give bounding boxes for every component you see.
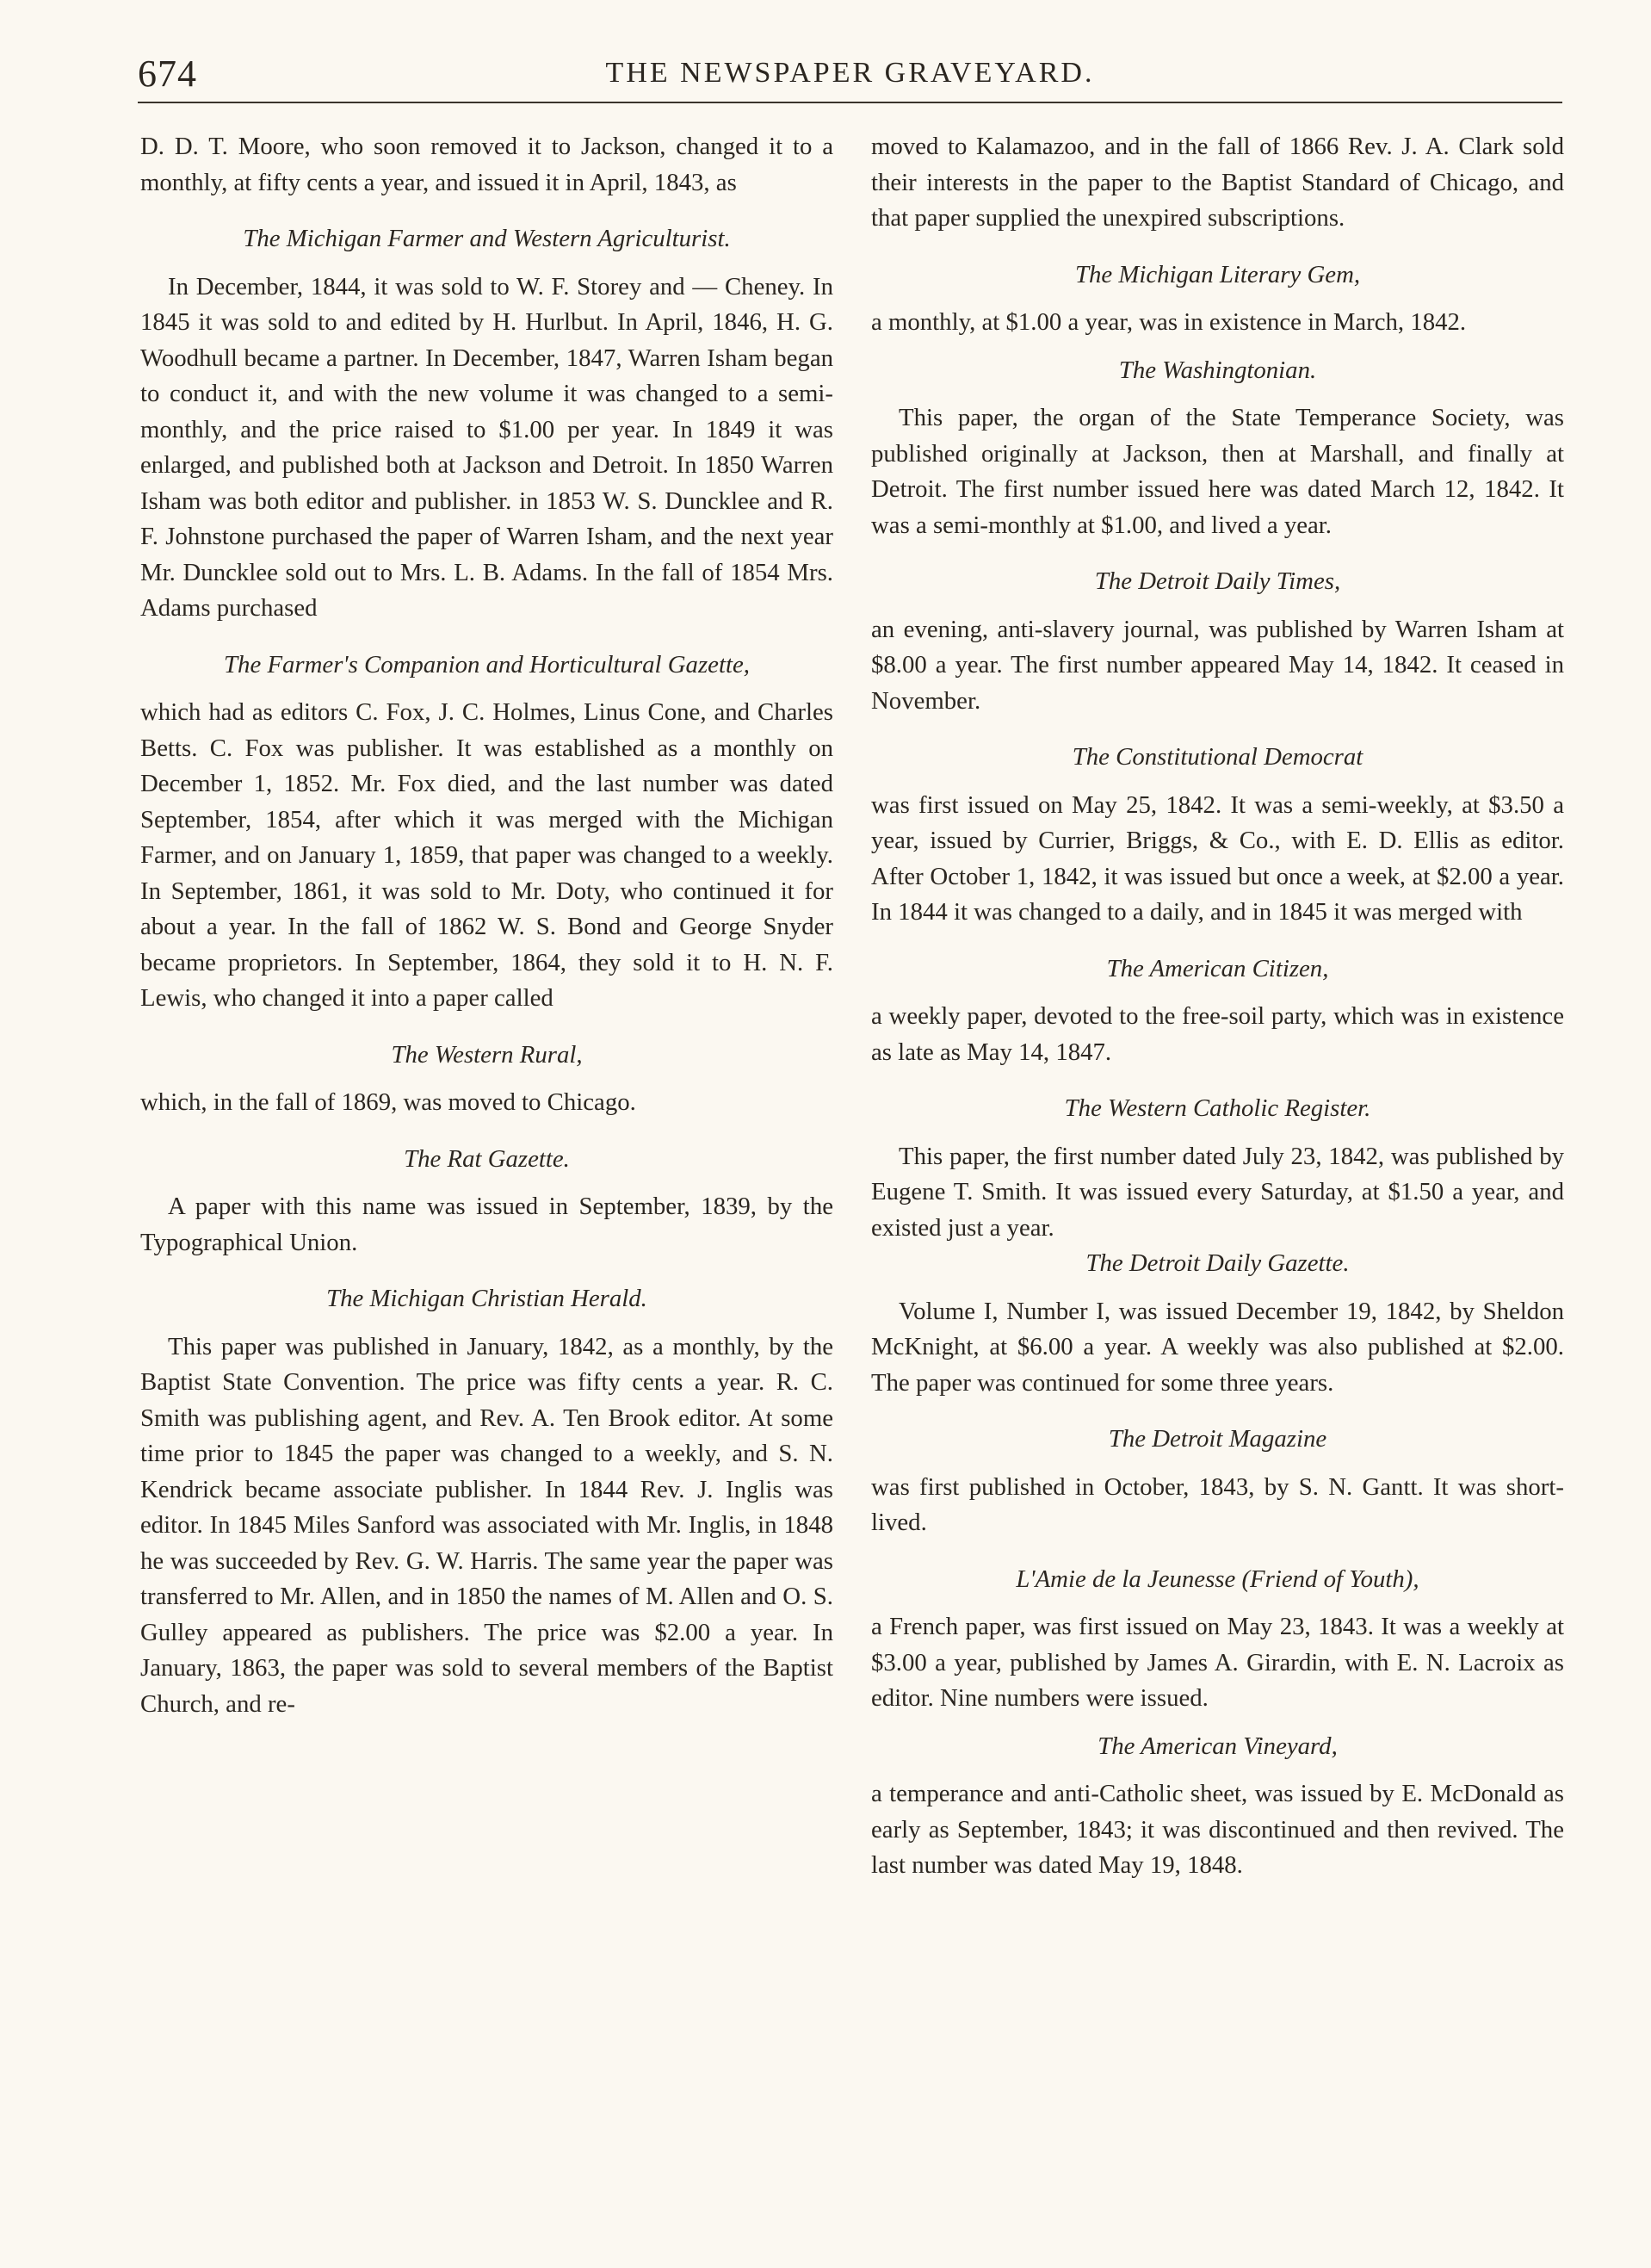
newspaper-title: L'Amie de la Jeunesse (Friend of Youth),	[1016, 1565, 1419, 1593]
paragraph: an evening, anti-slavery journal, was published by Warren Isham at $8.00 a year. The first number appeared May 14, 1842. It ceased in November.	[871, 615, 1564, 715]
running-title: THE NEWSPAPER GRAVEYARD.	[605, 57, 1095, 89]
newspaper-title: The Western Rural,	[391, 1040, 583, 1069]
paragraph: moved to Kalamazoo, and in the fall of 1866 Rev. J. A. Clark sold their interests in the paper to the Baptist Standard of Chicago, and that paper supplied the unexpired subscriptions.	[871, 133, 1564, 232]
paragraph: This paper, the first number dated July 23, 1842, was published by Eugene T. Smith. It was issued every Saturday, at $1.50 a year, and existed just a year.	[871, 1142, 1564, 1242]
newspaper-title: The Michigan Literary Gem,	[1074, 260, 1361, 288]
paragraph: which had as editors C. Fox, J. C. Holmes, Linus Cone, and Charles Betts. C. Fox was publisher. It was established as a monthly on December 1, 1852. Mr. Fox died, and the last number was dated September, 1854, after which it was merged with the Michigan Farmer, and on January 1, 1859, that paper was changed to a weekly. In September, 1861, it was sold to Mr. Doty, who continued it for about a year. In the fall of 1862 W. S. Bond and George Snyder became proprietors. In September, 1864, they sold it to H. N. F. Lewis, who changed it into a paper called	[140, 698, 833, 1012]
newspaper-title: The Michigan Christian Herald.	[326, 1285, 647, 1312]
paragraph: a temperance and anti-Catholic sheet, was issued by E. McDonald as early as September, 1843; it was discontinued and then revived. The last number was dated May 19, 1848.	[871, 1780, 1564, 1879]
newspaper-title: The American Citizen,	[1106, 954, 1329, 982]
paragraph: This paper was published in January, 1842, as a monthly, by the Baptist State Convention. The price was fifty cents a year. R. C. Smith was publishing agent, and Rev. A. Ten Brook editor. At some time prior to 1845 the paper was changed to a weekly, and S. N. Kendrick became associate publisher. In 1844 Rev. J. Inglis was editor. In 1845 Miles Sanford was associated with Mr. Inglis, in 1848 he was succeeded by Rev. G. W. Harris. The same year the paper was transferred to Mr. Allen, and in 1850 the names of M. Allen and O. S. Gulley appeared as publishers. The price was $2.00 a year. In January, 1863, the paper was sold to several members of the Baptist Church, and re-	[140, 1332, 833, 1718]
page-number: 674	[138, 53, 197, 95]
page-header	[138, 48, 1562, 100]
paragraph: Volume I, Number I, was issued December 19, 1842, by Sheldon McKnight, at $6.00 a year. A weekly was also published at $2.00. The paper was continued for some three years.	[871, 1297, 1564, 1397]
paragraph: a weekly paper, devoted to the free-soil party, which was in existence as late as May 14, 1847.	[871, 1002, 1564, 1066]
left-column	[140, 129, 833, 1722]
newspaper-title: The Michigan Farmer and Western Agriculturist.	[243, 225, 731, 252]
newspaper-title: The American Vineyard,	[1098, 1732, 1338, 1760]
paragraph: which, in the fall of 1869, was moved to Chicago.	[140, 1088, 636, 1116]
paragraph: a monthly, at $1.00 a year, was in existence in March, 1842.	[871, 308, 1467, 336]
paragraph: A paper with this name was issued in September, 1839, by the Typographical Union.	[140, 1193, 833, 1256]
paragraph: D. D. T. Moore, who soon removed it to Jackson, changed it to a monthly, at fifty cents a year, and issued it in April, 1843, as	[140, 133, 833, 196]
newspaper-title: The Detroit Magazine	[1108, 1425, 1327, 1453]
paragraph: was first published in October, 1843, by S. N. Gantt. It was short-lived.	[871, 1472, 1564, 1536]
newspaper-title: The Farmer's Companion and Horticultural Gazette,	[224, 650, 750, 679]
paragraph: was first issued on May 25, 1842. It was a semi-weekly, at $3.50 a year, issued by Currier, Briggs, & Co., with E. D. Ellis as editor. After October 1, 1842, it was issued but once a week, at $2.00 a year. In 1844 it was changed to a daily, and in 1845 it was merged with	[871, 790, 1564, 926]
paragraph: In December, 1844, it was sold to W. F. Storey and — Cheney. In 1845 it was sold to and edited by H. Hurlbut. In April, 1846, H. G. Woodhull became a partner. In December, 1847, Warren Isham began to conduct it, and with the new volume it was changed to a semi-monthly, and the price raised to $1.00 per year. In 1849 it was enlarged, and published both at Jackson and Detroit. In 1850 Warren Isham was both editor and publisher. in 1853 W. S. Duncklee and R. F. Johnstone purchased the paper of Warren Isham, and the next year Mr. Duncklee sold out to Mrs. L. B. Adams. In the fall of 1854 Mrs. Adams purchased	[140, 272, 833, 622]
paragraph: a French paper, was first issued on May 23, 1843. It was a weekly at $3.00 a year, published by James A. Girardin, with E. N. Lacroix as editor. Nine numbers were issued.	[871, 1613, 1564, 1712]
newspaper-title: The Detroit Daily Gazette.	[1085, 1249, 1350, 1277]
header-rule	[138, 102, 1562, 103]
newspaper-title: The Washingtonian.	[1118, 356, 1317, 384]
newspaper-title: The Constitutional Democrat	[1072, 743, 1363, 771]
paragraph: This paper, the organ of the State Temperance Society, was published originally at Jackson, then at Marshall, and finally at Detroit. The first number issued here was dated March 12, 1842. It was a semi-monthly at $1.00, and lived a year.	[871, 404, 1564, 539]
newspaper-title: The Rat Gazette.	[404, 1144, 570, 1173]
newspaper-title: The Detroit Daily Times,	[1094, 567, 1341, 595]
newspaper-title: The Western Catholic Register.	[1064, 1094, 1371, 1122]
right-column	[871, 129, 1564, 1884]
